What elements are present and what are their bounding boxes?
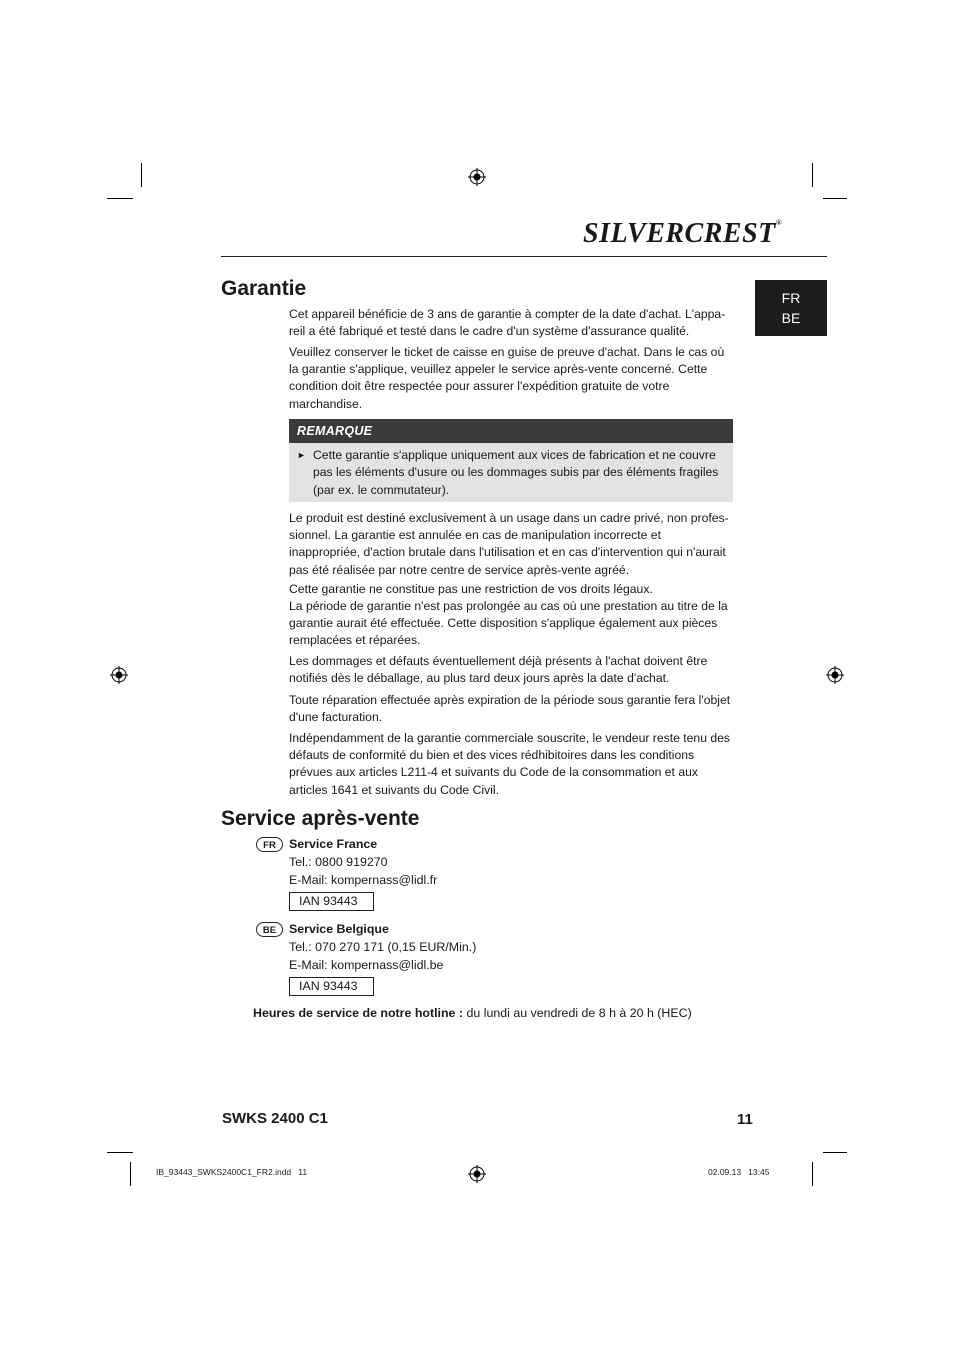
paragraph: Indépendamment de la garantie commerciale souscrite, le vendeur reste tenu des défauts de conformité du bien et des vices rédhibitoires dans les conditions prévues aux articles L211-4 et suivants du Code de la consommation et aux articles 1641 et suivants du Code Civil. <box>289 731 731 797</box>
crop-mark <box>823 1152 847 1153</box>
note-text: Cette garantie s'applique uniquement aux vices de fabrication et ne couvre pas les éléments d'usure ou les dommages subis par des éléments fragiles (par ex. le commutateur). <box>313 448 719 497</box>
hotline-hours-value: du lundi au vendredi de 8 h à 20 h (HEC) <box>466 1006 692 1020</box>
registration-mark-icon <box>468 1165 486 1183</box>
paragraph: Cette garantie ne constitue pas une restriction de vos droits légaux. <box>289 582 653 596</box>
arrow-right-icon: ► <box>297 450 306 460</box>
note-box <box>289 419 733 502</box>
hotline-hours <box>253 1006 692 1020</box>
service-belgique-name: Service Belgique <box>289 922 389 936</box>
crop-mark <box>823 198 847 199</box>
paragraph: Le produit est destiné exclusivement à un usage dans un cadre privé, non profes-sionnel. La garantie est annulée en cas de manipulation incorrecte et inappropriée, d'action brutale dans l'utilisation et en cas d'intervention qui n'aurait pas été réalisée par notre centre de service après-vente agréé. <box>289 511 729 577</box>
language-tab-fr: FR <box>781 290 801 306</box>
service-belgique-email: E-Mail: kompernass@lidl.be <box>289 957 444 972</box>
service-france-tel: Tel.: 0800 919270 <box>289 854 388 869</box>
crop-mark <box>107 1152 133 1153</box>
registration-mark-icon <box>468 168 486 186</box>
ian-box-fr: IAN 93443 <box>289 892 374 911</box>
service-france <box>289 836 437 889</box>
crop-mark <box>130 1162 131 1186</box>
service-belgique-tel: Tel.: 070 270 171 (0,15 EUR/Min.) <box>289 939 477 954</box>
crop-mark <box>812 1162 813 1186</box>
note-label: REMARQUE <box>289 419 733 443</box>
registration-mark-icon <box>826 666 844 684</box>
crop-mark <box>107 198 133 199</box>
paragraph: Les dommages et défauts éventuellement déjà présents à l'achat doivent être notifiés dès le déballage, au plus tard deux jours après la date d'achat. <box>289 654 708 686</box>
service-france-email: E-Mail: kompernass@lidl.fr <box>289 872 438 887</box>
paragraph: Veuillez conserver le ticket de caisse en guise de preuve d'achat. Dans le cas où la garantie s'applique, veuillez appeler le service après-vente concerné. Cette condition doit être respectée pour assurer l'expédition gratuite de votre marchandise. <box>289 345 725 411</box>
note-body <box>289 443 733 499</box>
service-belgique <box>289 921 476 974</box>
language-tab-be: BE <box>781 310 801 326</box>
brand-logo-text: SILVERCREST <box>583 218 776 249</box>
page-number: 11 <box>737 1111 753 1128</box>
print-date-time: 02.09.13 13:45 <box>708 1167 770 1177</box>
file-slug: IB_93443_SWKS2400C1_FR2.indd 11 <box>156 1167 308 1177</box>
crop-mark <box>141 163 142 187</box>
language-tab <box>755 280 827 336</box>
service-france-name: Service France <box>289 837 378 851</box>
ian-box-be: IAN 93443 <box>289 977 374 996</box>
paragraph: Toute réparation effectuée après expiration de la période sous garantie fera l'objet d'une facturation. <box>289 693 731 725</box>
country-badge-fr: FR <box>256 837 283 852</box>
paragraph: Cet appareil bénéficie de 3 ans de garantie à compter de la date d'achat. L'appa-reil a été fabriqué et testé dans le cadre d'un système d'assurance qualité. <box>289 307 726 339</box>
hotline-label: Heures de service de notre hotline : <box>253 1006 464 1020</box>
header-divider <box>221 256 827 257</box>
footer-model: SWKS 2400 C1 <box>222 1110 328 1127</box>
section-title-service: Service après-vente <box>221 807 420 830</box>
crop-mark <box>812 163 813 187</box>
country-badge-be: BE <box>256 922 283 937</box>
registered-mark: ® <box>775 218 783 227</box>
paragraph: La période de garantie n'est pas prolongée au cas où une prestation au titre de la garantie aurait été effectuée. Cette disposition s'applique également aux pièces remplacées et réparées. <box>289 599 728 648</box>
brand-logo <box>583 218 782 250</box>
registration-mark-icon <box>110 666 128 684</box>
section-title-garantie: Garantie <box>221 277 307 300</box>
